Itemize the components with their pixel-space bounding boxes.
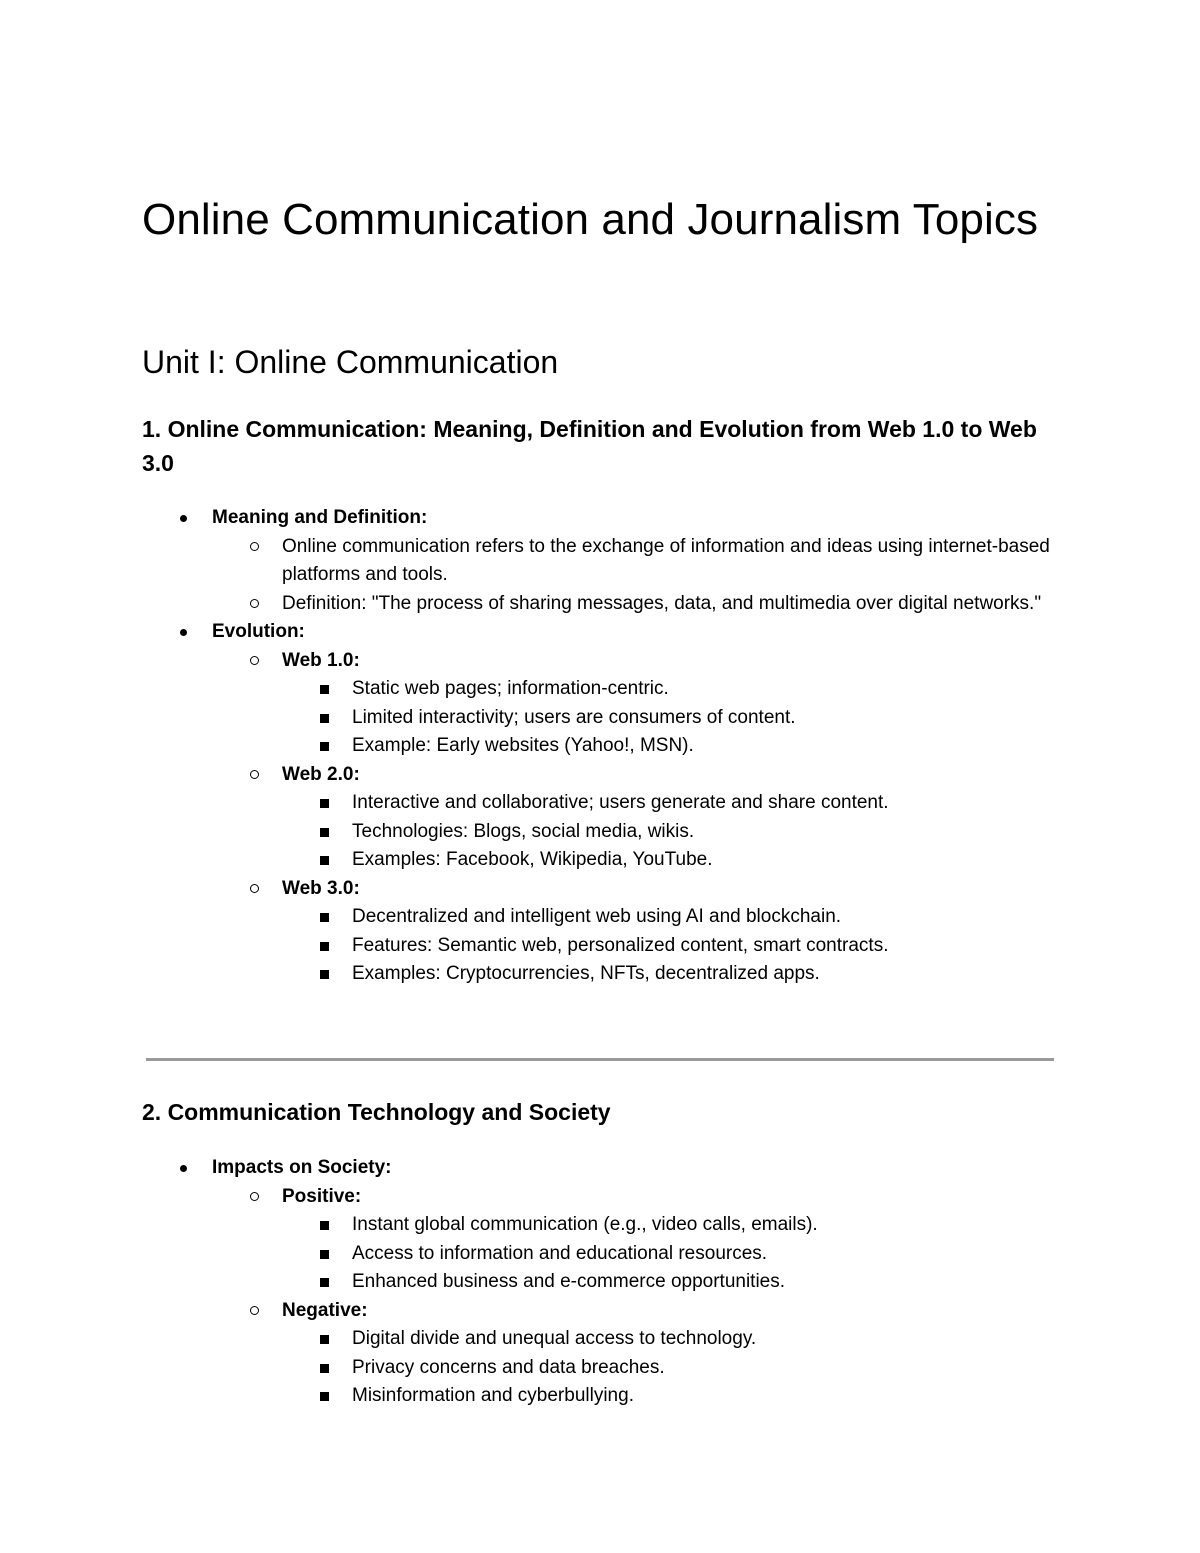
list-text: Examples: Cryptocurrencies, NFTs, decentralized apps. bbox=[352, 963, 820, 984]
section-2-heading: 2. Communication Technology and Society bbox=[142, 1099, 611, 1125]
web3-sublist bbox=[282, 903, 1054, 989]
hollow-circle-bullet-icon bbox=[250, 656, 259, 665]
list-text: Interactive and collaborative; users generate and share content. bbox=[352, 792, 889, 813]
square-bullet-icon bbox=[320, 828, 329, 837]
positive-sublist bbox=[282, 1211, 1054, 1297]
list-item bbox=[282, 818, 1054, 847]
list-item bbox=[282, 1268, 1054, 1297]
list-text: Access to information and educational resources. bbox=[352, 1242, 768, 1264]
list-item-web1 bbox=[212, 647, 1054, 761]
hollow-circle-bullet-icon bbox=[250, 599, 259, 608]
list-text: Decentralized and intelligent web using AI and blockchain. bbox=[352, 906, 842, 927]
square-bullet-icon bbox=[320, 970, 329, 979]
list-item bbox=[282, 675, 1054, 704]
square-bullet-icon bbox=[320, 1335, 329, 1344]
list-item-positive bbox=[212, 1183, 1054, 1297]
list-item-negative bbox=[212, 1297, 1054, 1411]
list-item bbox=[282, 932, 1054, 961]
list-item bbox=[282, 960, 1054, 989]
list-text: Static web pages; information-centric. bbox=[352, 678, 669, 699]
meaning-sublist bbox=[212, 533, 1054, 619]
filled-circle-bullet-icon bbox=[180, 1165, 187, 1172]
square-bullet-icon bbox=[320, 685, 329, 694]
list-text: Definition: "The process of sharing messages, data, and multimedia over digital networks." bbox=[282, 592, 1042, 614]
square-bullet-icon bbox=[320, 799, 329, 808]
filled-circle-bullet-icon bbox=[180, 629, 187, 636]
list-item bbox=[282, 1325, 1054, 1354]
list-text: Technologies: Blogs, social media, wikis. bbox=[352, 820, 695, 842]
list-item bbox=[212, 533, 1054, 590]
list-label: Evolution: bbox=[212, 621, 305, 642]
impacts-sublist bbox=[212, 1183, 1054, 1411]
square-bullet-icon bbox=[320, 942, 329, 951]
list-text: Example: Early websites (Yahoo!, MSN). bbox=[352, 735, 694, 756]
hollow-circle-bullet-icon bbox=[250, 770, 259, 779]
square-bullet-icon bbox=[320, 742, 329, 751]
square-bullet-icon bbox=[320, 1221, 329, 1230]
list-item bbox=[282, 903, 1054, 932]
unit-heading: Unit I: Online Communication bbox=[142, 344, 559, 380]
list-item bbox=[282, 789, 1054, 818]
list-item-web2 bbox=[212, 761, 1054, 875]
list-text: Examples: Facebook, Wikipedia, YouTube. bbox=[352, 849, 713, 870]
list-item bbox=[282, 1382, 1054, 1411]
list-label: Positive: bbox=[282, 1185, 362, 1207]
list-item bbox=[212, 590, 1054, 619]
list-text: Limited interactivity; users are consumers of content. bbox=[352, 706, 796, 728]
hollow-circle-bullet-icon bbox=[250, 1306, 259, 1315]
list-text: Instant global communication (e.g., video calls, emails). bbox=[352, 1214, 818, 1235]
list-item bbox=[282, 1240, 1054, 1269]
list-text: Online communication refers to the exchange of information and ideas using internet-based platforms and tools. bbox=[282, 535, 1050, 585]
square-bullet-icon bbox=[320, 856, 329, 865]
hollow-circle-bullet-icon bbox=[250, 1192, 259, 1201]
list-text: Misinformation and cyberbullying. bbox=[352, 1385, 634, 1406]
hollow-circle-bullet-icon bbox=[250, 884, 259, 893]
section-1-list bbox=[142, 504, 1054, 989]
list-label: Web 2.0: bbox=[282, 763, 360, 785]
list-label: Web 3.0: bbox=[282, 877, 360, 899]
list-item-impacts bbox=[142, 1154, 1054, 1411]
square-bullet-icon bbox=[320, 1250, 329, 1259]
list-item bbox=[282, 732, 1054, 761]
square-bullet-icon bbox=[320, 1392, 329, 1401]
list-item bbox=[282, 704, 1054, 733]
web2-sublist bbox=[282, 789, 1054, 875]
list-text: Digital divide and unequal access to technology. bbox=[352, 1328, 757, 1349]
square-bullet-icon bbox=[320, 714, 329, 723]
list-item bbox=[282, 1354, 1054, 1383]
list-label: Negative: bbox=[282, 1299, 368, 1321]
square-bullet-icon bbox=[320, 1364, 329, 1373]
square-bullet-icon bbox=[320, 913, 329, 922]
list-label: Impacts on Society: bbox=[212, 1157, 392, 1178]
list-item bbox=[282, 1211, 1054, 1240]
web1-sublist bbox=[282, 675, 1054, 761]
horizontal-divider bbox=[146, 1058, 1054, 1061]
list-item bbox=[282, 846, 1054, 875]
list-label: Meaning and Definition: bbox=[212, 507, 428, 528]
list-text: Privacy concerns and data breaches. bbox=[352, 1356, 665, 1378]
list-item-web3 bbox=[212, 875, 1054, 989]
list-item-meaning bbox=[142, 504, 1054, 618]
hollow-circle-bullet-icon bbox=[250, 542, 259, 551]
list-text: Features: Semantic web, personalized content, smart contracts. bbox=[352, 934, 889, 956]
list-label: Web 1.0: bbox=[282, 649, 360, 671]
document-title: Online Communication and Journalism Topics bbox=[142, 195, 1039, 244]
filled-circle-bullet-icon bbox=[180, 515, 187, 522]
negative-sublist bbox=[282, 1325, 1054, 1411]
list-item-evolution bbox=[142, 618, 1054, 989]
evolution-sublist bbox=[212, 647, 1054, 989]
section-1-heading: 1. Online Communication: Meaning, Definition and Evolution from Web 1.0 to Web 3.0 bbox=[142, 416, 1037, 476]
list-text: Enhanced business and e-commerce opportunities. bbox=[352, 1271, 786, 1292]
square-bullet-icon bbox=[320, 1278, 329, 1287]
section-2-list bbox=[142, 1154, 1054, 1411]
